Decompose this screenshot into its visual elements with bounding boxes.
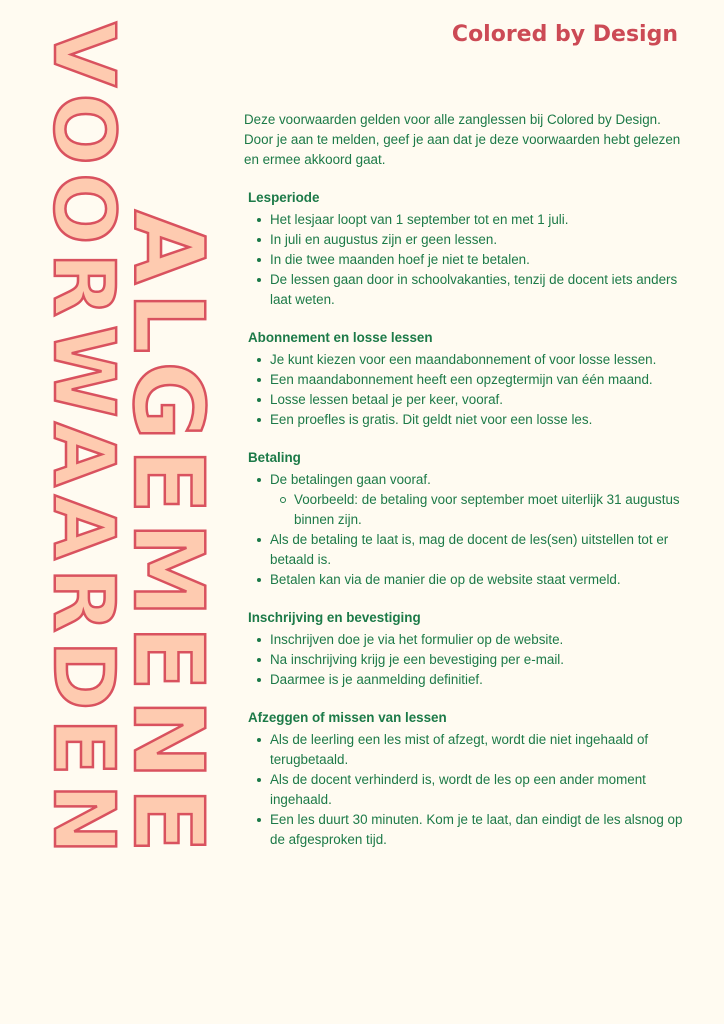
list-item-text: In die twee maanden hoef je niet te betalen. — [270, 252, 530, 267]
list-item-text: Een proefles is gratis. Dit geldt niet voor een losse les. — [270, 412, 593, 427]
list-item-text: De lessen gaan door in schoolvakanties, tenzij de docent iets anders laat weten. — [270, 272, 678, 307]
list-item-text: Je kunt kiezen voor een maandabonnement of voor losse lessen. — [270, 352, 657, 367]
list-item — [270, 530, 684, 570]
terms-content — [244, 110, 684, 868]
bullet-list — [244, 210, 684, 310]
section-heading: Lesperiode — [248, 190, 320, 205]
list-item — [270, 210, 684, 230]
list-item — [270, 410, 684, 430]
list-item — [270, 350, 684, 370]
terms-section — [244, 448, 684, 590]
list-item-text: In juli en augustus zijn er geen lessen. — [270, 232, 498, 247]
terms-section — [244, 328, 684, 430]
list-item-text: De betalingen gaan vooraf. — [270, 472, 431, 487]
side-title-algemene: ALGEMENE — [112, 210, 224, 861]
list-item-text: Daarmee is je aanmelding definitief. — [270, 672, 483, 687]
brand-name: Colored by Design — [451, 22, 678, 47]
list-item-text: Als de leerling een les mist of afzegt, wordt die niet ingehaald of terugbetaald. — [270, 732, 649, 767]
section-heading: Afzeggen of missen van lessen — [248, 710, 447, 725]
list-item-text: Een maandabonnement heeft een opzegtermijn van één maand. — [270, 372, 653, 387]
terms-section — [244, 708, 684, 850]
list-item — [270, 250, 684, 270]
list-item-text: Een les duurt 30 minuten. Kom je te laat, dan eindigt de les alsnog op de afgesproken tijd. — [270, 812, 683, 847]
section-heading: Betaling — [248, 450, 301, 465]
list-item — [270, 810, 684, 850]
bullet-list — [244, 730, 684, 850]
list-item-text: Inschrijven doe je via het formulier op de website. — [270, 632, 564, 647]
list-item-text: Betalen kan via de manier die op de website staat vermeld. — [270, 572, 621, 587]
intro-text: Deze voorwaarden gelden voor alle zanglessen bij Colored by Design. Door je aan te melden, geef je aan dat je deze voorwaarden hebt gelezen en ermee akkoord gaat. — [244, 112, 681, 167]
list-item — [270, 770, 684, 810]
bullet-list — [244, 630, 684, 690]
list-item — [270, 730, 684, 770]
list-item-text: Als de docent verhinderd is, wordt de les op een ander moment ingehaald. — [270, 772, 646, 807]
list-item — [270, 270, 684, 310]
sub-bullet-list — [270, 490, 684, 530]
section-heading: Inschrijving en bevestiging — [248, 610, 421, 625]
list-item — [270, 390, 684, 410]
list-item-text: Na inschrijving krijg je een bevestiging per e-mail. — [270, 652, 564, 667]
list-item — [270, 650, 684, 670]
bullet-list — [244, 350, 684, 430]
section-heading: Abonnement en losse lessen — [248, 330, 433, 345]
list-item-text: Als de betaling te laat is, mag de docent de les(sen) uitstellen tot er betaald is. — [270, 532, 669, 567]
list-item — [270, 470, 684, 530]
side-title-voorwaarden: VOORWAARDEN — [35, 22, 133, 863]
list-item-text: Losse lessen betaal je per keer, vooraf. — [270, 392, 503, 407]
terms-sections — [244, 188, 684, 850]
terms-section — [244, 608, 684, 690]
list-item — [270, 630, 684, 650]
list-item-text: Het lesjaar loopt van 1 september tot en met 1 juli. — [270, 212, 569, 227]
list-item — [270, 370, 684, 390]
list-item — [270, 230, 684, 250]
terms-section — [244, 188, 684, 310]
list-item — [270, 570, 684, 590]
bullet-list — [244, 470, 684, 590]
list-item — [270, 670, 684, 690]
sub-list-item: Voorbeeld: de betaling voor september moet uiterlijk 31 augustus binnen zijn. — [294, 490, 684, 530]
